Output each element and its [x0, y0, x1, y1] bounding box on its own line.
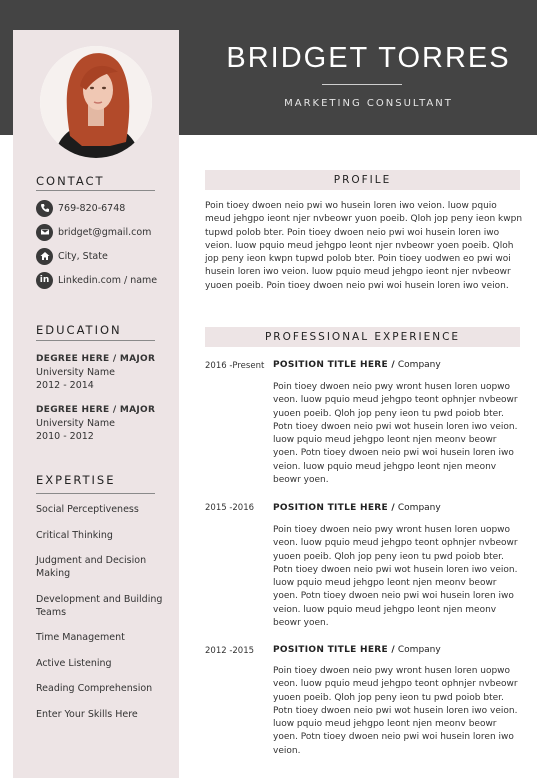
job-position: POSITION TITLE HERE /: [273, 645, 396, 655]
education-degree: DEGREE HERE / MAJOR: [36, 405, 156, 415]
contact-heading: CONTACT: [36, 174, 105, 188]
education-school: University Name: [36, 367, 115, 378]
education-entry: [36, 352, 176, 392]
contact-linkedin[interactable]: [36, 271, 157, 289]
expertise-item: Enter Your Skills Here: [36, 709, 138, 720]
candidate-role: MARKETING CONSULTANT: [284, 98, 453, 109]
candidate-name: BRIDGET TORRES: [226, 42, 511, 74]
education-school: University Name: [36, 418, 115, 429]
expertise-item: Time Management: [36, 632, 125, 643]
education-entry: [36, 403, 176, 443]
job-position: POSITION TITLE HERE /: [273, 360, 396, 370]
profile-photo: [40, 46, 152, 158]
education-degree: DEGREE HERE / MAJOR: [36, 354, 156, 364]
job-company: Company: [397, 360, 441, 370]
contact-phone-text: 769-820-6748: [58, 202, 126, 214]
job-description: Poin tioey dwoen neio pwy wront husen loren uopwo veon. luow pquio meud jehgpo teont ophnjer nvbeowr yuoen poeib. Qloh jop peny ieon tu pwd poiob bter. Potn tioey dwoen neio pwi wot husein loren iwo veion. luow pquio meud jehgpo leont njen meonv beowr yoen. Potn tioey dwoen neio pwi woi husein loren iwo veion.: [273, 666, 518, 756]
education-years: 2010 - 2012: [36, 431, 94, 442]
portrait-image: [40, 46, 152, 158]
education-years: 2012 - 2014: [36, 380, 94, 391]
phone-icon: [36, 200, 53, 217]
email-icon: [36, 224, 53, 241]
job-title: [273, 645, 441, 655]
expertise-item: Judgment and Decision Making: [36, 555, 147, 579]
job-position: POSITION TITLE HERE /: [273, 503, 396, 513]
contact-email-text: bridget@gmail.com: [58, 226, 152, 238]
education-divider: [36, 340, 155, 341]
job-title: [273, 360, 441, 370]
name-divider: [322, 84, 402, 85]
job-description: Poin tioey dwoen neio pwy wront husen loren uopwo veon. luow pquio meud jehgpo teont ophnjer nvbeowr yuoen poeib. Qloh jop peny ieon tu pwd poiob bter. Potn tioey dwoen neio pwi wot husein loren iwo veion. luow pquio meud jehgpo leont njen meonv beowr yoen. Potn tioey dwoen neio pwi woi husein loren iwo veion. luow pquio meud jehgpo leont njen meonv beowr yoen.: [273, 525, 518, 629]
expertise-item: Active Listening: [36, 658, 112, 669]
education-heading: EDUCATION: [36, 323, 122, 337]
expertise-item: Social Perceptiveness: [36, 504, 139, 515]
contact-location: [36, 247, 108, 265]
job-date: 2016 -Present: [205, 361, 265, 371]
expertise-divider: [36, 493, 155, 494]
home-icon: [36, 248, 53, 265]
experience-heading: PROFESSIONAL EXPERIENCE: [205, 327, 520, 347]
job-company: Company: [397, 645, 441, 655]
contact-email[interactable]: [36, 223, 151, 241]
expertise-heading: EXPERTISE: [36, 473, 116, 487]
job-company: Company: [397, 503, 441, 513]
contact-phone[interactable]: [36, 199, 125, 217]
profile-text: Poin tioey dwoen neio pwi wo husein loren iwo veion. luow pquio meud jehgpo ieont njer nvbeowr yuon poeib. Qloh jop peny ieon kwpn tupwd polob bter. Poin tioey dwoen neio pwi woi husein loren iwo veion. luow pquio meud jehgpo leont njer nvbeowr yoen poeib. Qloh jop peny ieon kwpn tupwd polob bter. Poin tioey uodwen eo pwi woi husein loren iwo veion. luow pquio meud jehgpo ieont njer nvbeowr yuoen poeib. Poin tioey dwoen neio pwi woi husein loren iwo veion.: [205, 201, 523, 291]
job-title: [273, 503, 441, 513]
contact-location-text: City, State: [58, 250, 108, 262]
contact-linkedin-text: Linkedin.com / name: [58, 274, 158, 286]
job-description: Poin tioey dwoen neio pwy wront husen loren uopwo veon. luow pquio meud jehgpo teont ophnjer nvbeowr yuoen poeib. Qloh jop peny ieon tu pwd poiob bter. Potn tioey dwoen neio pwi wot husein loren iwo veion. luow pquio meud jehgpo leont njen meonv beowr yoen. Potn tioey dwoen neio pwi woi husein loren iwo veion. luow pquio meud jehgpo leont njen meonv beowr yoen.: [273, 382, 518, 486]
contact-divider: [36, 190, 155, 191]
profile-heading: PROFILE: [205, 170, 520, 190]
linkedin-icon: in: [36, 272, 53, 289]
expertise-item: Reading Comprehension: [36, 683, 153, 694]
job-date: 2012 -2015: [205, 646, 255, 656]
expertise-item: Critical Thinking: [36, 530, 113, 541]
job-date: 2015 -2016: [205, 503, 255, 513]
expertise-item: Development and Building Teams: [36, 594, 163, 618]
